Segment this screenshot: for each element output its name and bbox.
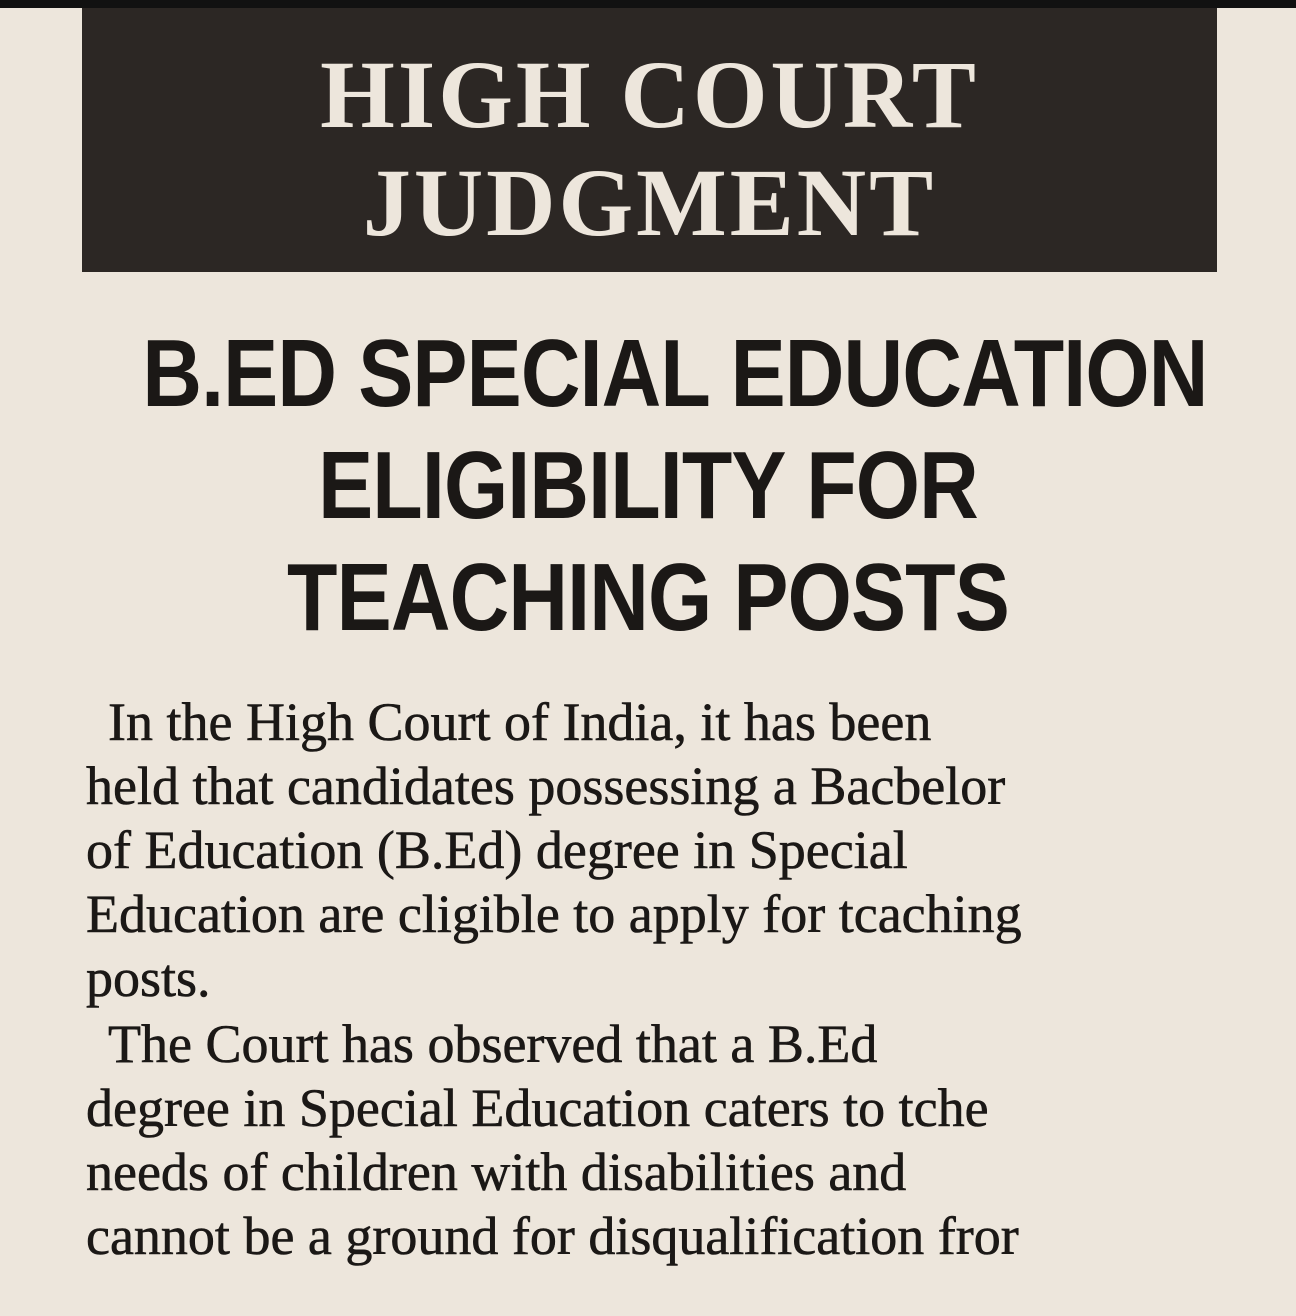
banner-title-line-1: HIGH COURT [320, 41, 979, 148]
body-line: In the High Court of India, it has been [108, 692, 932, 752]
top-border [0, 0, 1296, 8]
body-line: degree in Special Education caters to tche [86, 1078, 989, 1138]
article-body [86, 690, 1226, 1268]
paragraph-2 [86, 1012, 1226, 1268]
body-line: held that candidates possessing a Bacbelor [86, 756, 1006, 816]
body-line: Education are cligible to apply for tcaching [86, 884, 1022, 944]
article-headline [60, 318, 1236, 654]
headline-line-3: TEACHING POSTS [287, 544, 1009, 651]
body-line: cannot be a ground for disqualification fror [86, 1206, 1019, 1266]
body-line: of Education (B.Ed) degree in Special [86, 820, 908, 880]
section-banner [82, 8, 1217, 272]
headline-line-2: ELIGIBILITY FOR [318, 432, 978, 539]
headline-line-1: B.ED SPECIAL EDUCATION [142, 320, 1208, 427]
banner-title-line-2: JUDGMENT [362, 149, 937, 256]
body-line: posts. [86, 948, 211, 1008]
body-line: needs of children with disabilities and [86, 1142, 907, 1202]
body-line: The Court has observed that a B.Ed [108, 1014, 878, 1074]
paragraph-1 [86, 690, 1226, 1010]
